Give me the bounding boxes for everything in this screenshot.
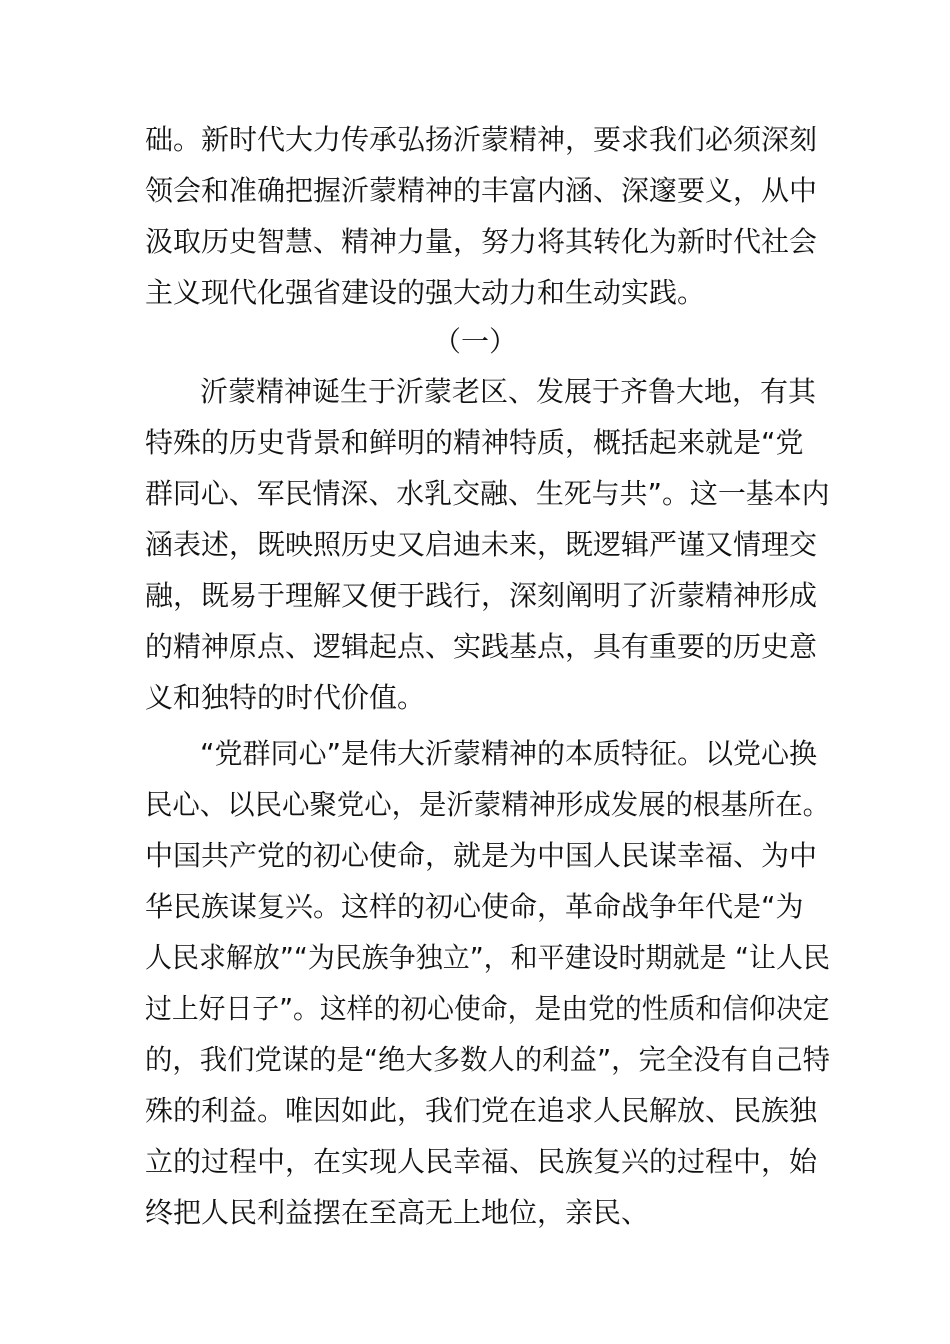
text-line: 的，我们党谋的是“绝大多数人的利益”，完全没有自己特: [145, 1043, 831, 1076]
text-line: 过上好日子”。这样的初心使命，是由党的性质和信仰决定: [145, 992, 830, 1025]
text-line: “党群同心”是伟大沂蒙精神的本质特征。以党心换: [200, 737, 818, 770]
text-line: 殊的利益。唯因如此，我们党在追求人民解放、民族独: [145, 1094, 818, 1127]
text-line: 民心、以民心聚党心，是沂蒙精神形成发展的根基所在。: [145, 788, 831, 821]
text-line: 沂蒙精神诞生于沂蒙老区、发展于齐鲁大地，有其: [200, 375, 817, 408]
text-line: 础。新时代大力传承弘扬沂蒙精神，要求我们必须深刻: [145, 123, 818, 156]
text-line: 汲取历史智慧、精神力量，努力将其转化为新时代社会: [145, 225, 818, 258]
text-line: 主义现代化强省建设的强大动力和生动实践。: [145, 276, 706, 309]
text-line: 人民求解放”“为民族争独立”，和平建设时期就是 “让人民: [145, 941, 830, 974]
text-line: 群同心、军民情深、水乳交融、生死与共”。这一基本内: [145, 477, 830, 510]
text-line: 特殊的历史背景和鲜明的精神特质，概括起来就是“党: [145, 426, 804, 459]
text-line: 融，既易于理解又便于践行，深刻阐明了沂蒙精神形成: [145, 579, 818, 612]
section-heading: （一）: [432, 325, 517, 358]
text-line: 领会和准确把握沂蒙精神的丰富内涵、深邃要义，从中: [145, 174, 818, 207]
text-line: 涵表述，既映照历史又启迪未来，既逻辑严谨又情理交: [145, 528, 818, 561]
text-line: 终把人民利益摆在至高无上地位，亲民、: [145, 1196, 650, 1229]
text-line: 华民族谋复兴。这样的初心使命，革命战争年代是“为: [145, 890, 804, 923]
text-line: 的精神原点、逻辑起点、实践基点，具有重要的历史意: [145, 630, 818, 663]
text-line: 立的过程中，在实现人民幸福、民族复兴的过程中，始: [145, 1145, 818, 1178]
text-line: 中国共产党的初心使命，就是为中国人民谋幸福、为中: [145, 839, 818, 872]
text-line: 义和独特的时代价值。: [145, 681, 426, 714]
